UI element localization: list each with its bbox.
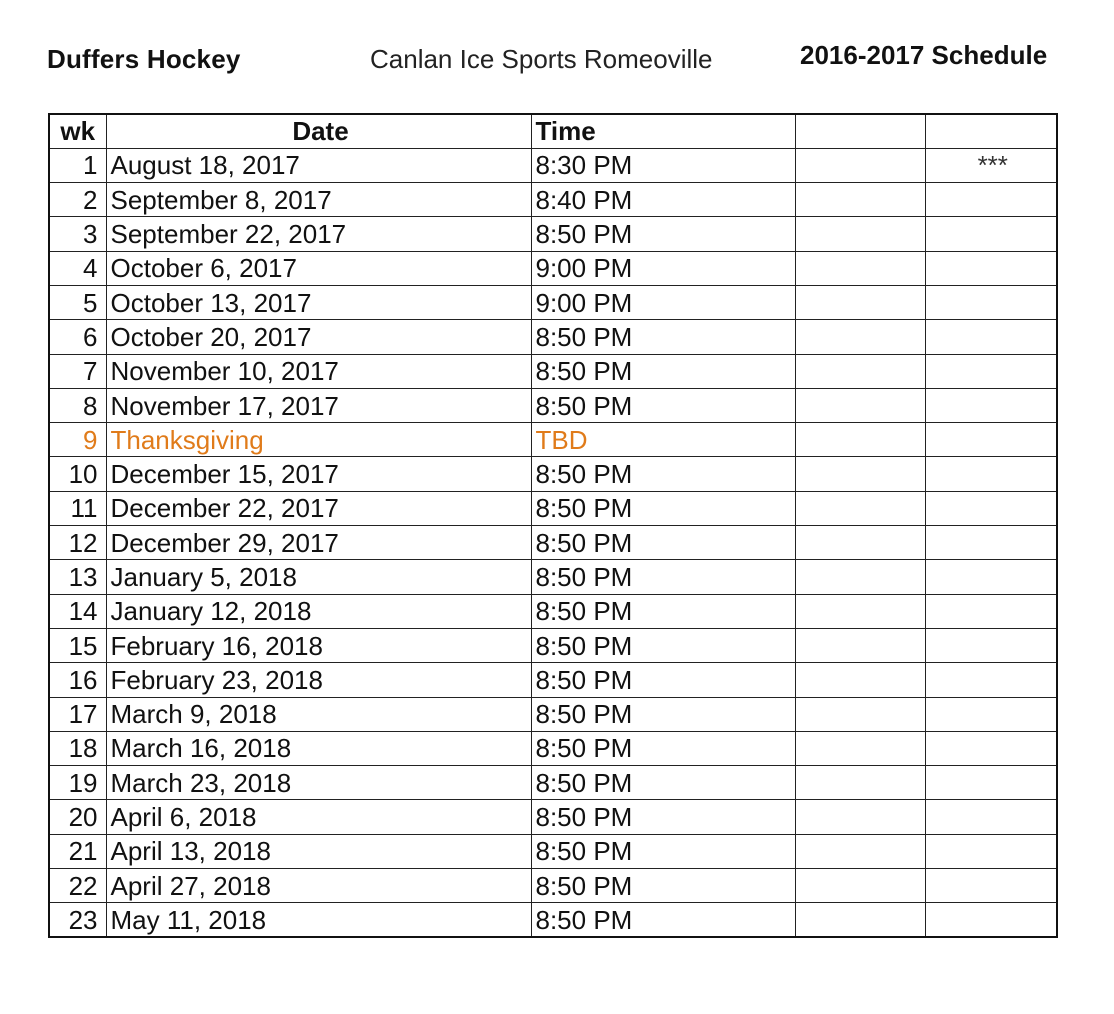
- extra-cell: [795, 251, 925, 285]
- time-cell: 8:50 PM: [531, 457, 795, 491]
- date-cell: April 27, 2018: [106, 869, 531, 903]
- table-row: [49, 697, 1057, 731]
- note-cell: [925, 457, 1057, 491]
- schedule-body: [49, 148, 1057, 937]
- note-cell: [925, 731, 1057, 765]
- column-header-date: Date: [106, 114, 531, 148]
- time-cell: 8:50 PM: [531, 320, 795, 354]
- week-number-cell: 16: [49, 663, 106, 697]
- extra-cell: [795, 354, 925, 388]
- date-cell: August 18, 2017: [106, 148, 531, 182]
- date-cell: March 23, 2018: [106, 766, 531, 800]
- week-number-cell: 7: [49, 354, 106, 388]
- date-cell: January 12, 2018: [106, 594, 531, 628]
- week-number-cell: 20: [49, 800, 106, 834]
- time-cell: 8:50 PM: [531, 526, 795, 560]
- time-cell: 9:00 PM: [531, 285, 795, 319]
- date-cell: November 10, 2017: [106, 354, 531, 388]
- date-cell: January 5, 2018: [106, 560, 531, 594]
- table-row: [49, 251, 1057, 285]
- note-cell: [925, 354, 1057, 388]
- note-cell: [925, 800, 1057, 834]
- table-row: [49, 526, 1057, 560]
- table-row: [49, 800, 1057, 834]
- week-number-cell: 3: [49, 217, 106, 251]
- schedule-table: [48, 113, 1058, 938]
- week-number-cell: 23: [49, 903, 106, 937]
- note-cell: [925, 183, 1057, 217]
- week-number-cell: 4: [49, 251, 106, 285]
- date-cell: September 22, 2017: [106, 217, 531, 251]
- column-header-wk: wk: [49, 114, 106, 148]
- date-cell: March 9, 2018: [106, 697, 531, 731]
- note-cell: [925, 766, 1057, 800]
- week-number-cell: 12: [49, 526, 106, 560]
- note-cell: [925, 560, 1057, 594]
- extra-cell: [795, 766, 925, 800]
- extra-cell: [795, 869, 925, 903]
- table-row: [49, 560, 1057, 594]
- date-cell: May 11, 2018: [106, 903, 531, 937]
- note-cell: [925, 594, 1057, 628]
- date-cell: October 6, 2017: [106, 251, 531, 285]
- extra-cell: [795, 731, 925, 765]
- column-header-extra-2: [925, 114, 1057, 148]
- note-cell: [925, 834, 1057, 868]
- week-number-cell: 18: [49, 731, 106, 765]
- time-cell: 8:50 PM: [531, 560, 795, 594]
- table-row: [49, 766, 1057, 800]
- table-row: [49, 388, 1057, 422]
- extra-cell: [795, 560, 925, 594]
- note-cell: [925, 628, 1057, 662]
- extra-cell: [795, 526, 925, 560]
- week-number-cell: 5: [49, 285, 106, 319]
- table-row: [49, 628, 1057, 662]
- note-cell: [925, 697, 1057, 731]
- time-cell: 8:50 PM: [531, 217, 795, 251]
- table-row: [49, 320, 1057, 354]
- time-cell: 8:50 PM: [531, 800, 795, 834]
- extra-cell: [795, 183, 925, 217]
- extra-cell: [795, 663, 925, 697]
- extra-cell: [795, 423, 925, 457]
- week-number-cell: 22: [49, 869, 106, 903]
- time-cell: 8:50 PM: [531, 354, 795, 388]
- note-cell: [925, 251, 1057, 285]
- extra-cell: [795, 285, 925, 319]
- table-row: [49, 594, 1057, 628]
- note-cell: [925, 320, 1057, 354]
- table-row: [49, 183, 1057, 217]
- week-number-cell: 19: [49, 766, 106, 800]
- note-cell: [925, 217, 1057, 251]
- table-row: [49, 869, 1057, 903]
- table-row: [49, 285, 1057, 319]
- table-row: [49, 354, 1057, 388]
- date-cell: March 16, 2018: [106, 731, 531, 765]
- time-cell: 8:50 PM: [531, 594, 795, 628]
- week-number-cell: 14: [49, 594, 106, 628]
- week-number-cell: 8: [49, 388, 106, 422]
- week-number-cell: 21: [49, 834, 106, 868]
- week-number-cell: 10: [49, 457, 106, 491]
- time-cell: 8:50 PM: [531, 663, 795, 697]
- table-row: [49, 457, 1057, 491]
- week-number-cell: 9: [49, 423, 106, 457]
- note-cell: [925, 423, 1057, 457]
- extra-cell: [795, 594, 925, 628]
- table-row: [49, 217, 1057, 251]
- time-cell: 8:50 PM: [531, 388, 795, 422]
- note-cell: [925, 869, 1057, 903]
- week-number-cell: 17: [49, 697, 106, 731]
- week-number-cell: 6: [49, 320, 106, 354]
- date-cell: October 13, 2017: [106, 285, 531, 319]
- time-cell: TBD: [531, 423, 795, 457]
- week-number-cell: 11: [49, 491, 106, 525]
- date-cell: December 22, 2017: [106, 491, 531, 525]
- date-cell: December 15, 2017: [106, 457, 531, 491]
- extra-cell: [795, 834, 925, 868]
- note-cell: [925, 903, 1057, 937]
- extra-cell: [795, 148, 925, 182]
- extra-cell: [795, 697, 925, 731]
- date-cell: September 8, 2017: [106, 183, 531, 217]
- time-cell: 8:50 PM: [531, 834, 795, 868]
- time-cell: 8:50 PM: [531, 491, 795, 525]
- extra-cell: [795, 800, 925, 834]
- note-cell: ***: [925, 148, 1057, 182]
- note-cell: [925, 388, 1057, 422]
- extra-cell: [795, 628, 925, 662]
- venue-name: Canlan Ice Sports Romeoville: [370, 44, 713, 74]
- date-cell: Thanksgiving: [106, 423, 531, 457]
- extra-cell: [795, 903, 925, 937]
- week-number-cell: 1: [49, 148, 106, 182]
- date-cell: February 23, 2018: [106, 663, 531, 697]
- date-cell: April 6, 2018: [106, 800, 531, 834]
- schedule-title: 2016-2017 Schedule: [800, 40, 1048, 70]
- table-row: [49, 423, 1057, 457]
- table-row: [49, 903, 1057, 937]
- table-row: [49, 148, 1057, 182]
- table-row: [49, 834, 1057, 868]
- extra-cell: [795, 320, 925, 354]
- time-cell: 8:50 PM: [531, 731, 795, 765]
- time-cell: 8:50 PM: [531, 903, 795, 937]
- extra-cell: [795, 491, 925, 525]
- note-cell: [925, 663, 1057, 697]
- note-cell: [925, 526, 1057, 560]
- week-number-cell: 15: [49, 628, 106, 662]
- extra-cell: [795, 388, 925, 422]
- date-cell: November 17, 2017: [106, 388, 531, 422]
- time-cell: 8:40 PM: [531, 183, 795, 217]
- extra-cell: [795, 217, 925, 251]
- column-header-time: Time: [531, 114, 795, 148]
- table-row: [49, 663, 1057, 697]
- week-number-cell: 13: [49, 560, 106, 594]
- extra-cell: [795, 457, 925, 491]
- time-cell: 8:50 PM: [531, 697, 795, 731]
- time-cell: 8:50 PM: [531, 869, 795, 903]
- header-row: [49, 114, 1057, 148]
- date-cell: April 13, 2018: [106, 834, 531, 868]
- date-cell: February 16, 2018: [106, 628, 531, 662]
- time-cell: 8:50 PM: [531, 628, 795, 662]
- table-row: [49, 731, 1057, 765]
- league-title: Duffers Hockey: [47, 44, 241, 74]
- note-cell: [925, 285, 1057, 319]
- column-header-extra-1: [795, 114, 925, 148]
- week-number-cell: 2: [49, 183, 106, 217]
- table-row: [49, 491, 1057, 525]
- date-cell: October 20, 2017: [106, 320, 531, 354]
- date-cell: December 29, 2017: [106, 526, 531, 560]
- time-cell: 9:00 PM: [531, 251, 795, 285]
- time-cell: 8:30 PM: [531, 148, 795, 182]
- note-cell: [925, 491, 1057, 525]
- time-cell: 8:50 PM: [531, 766, 795, 800]
